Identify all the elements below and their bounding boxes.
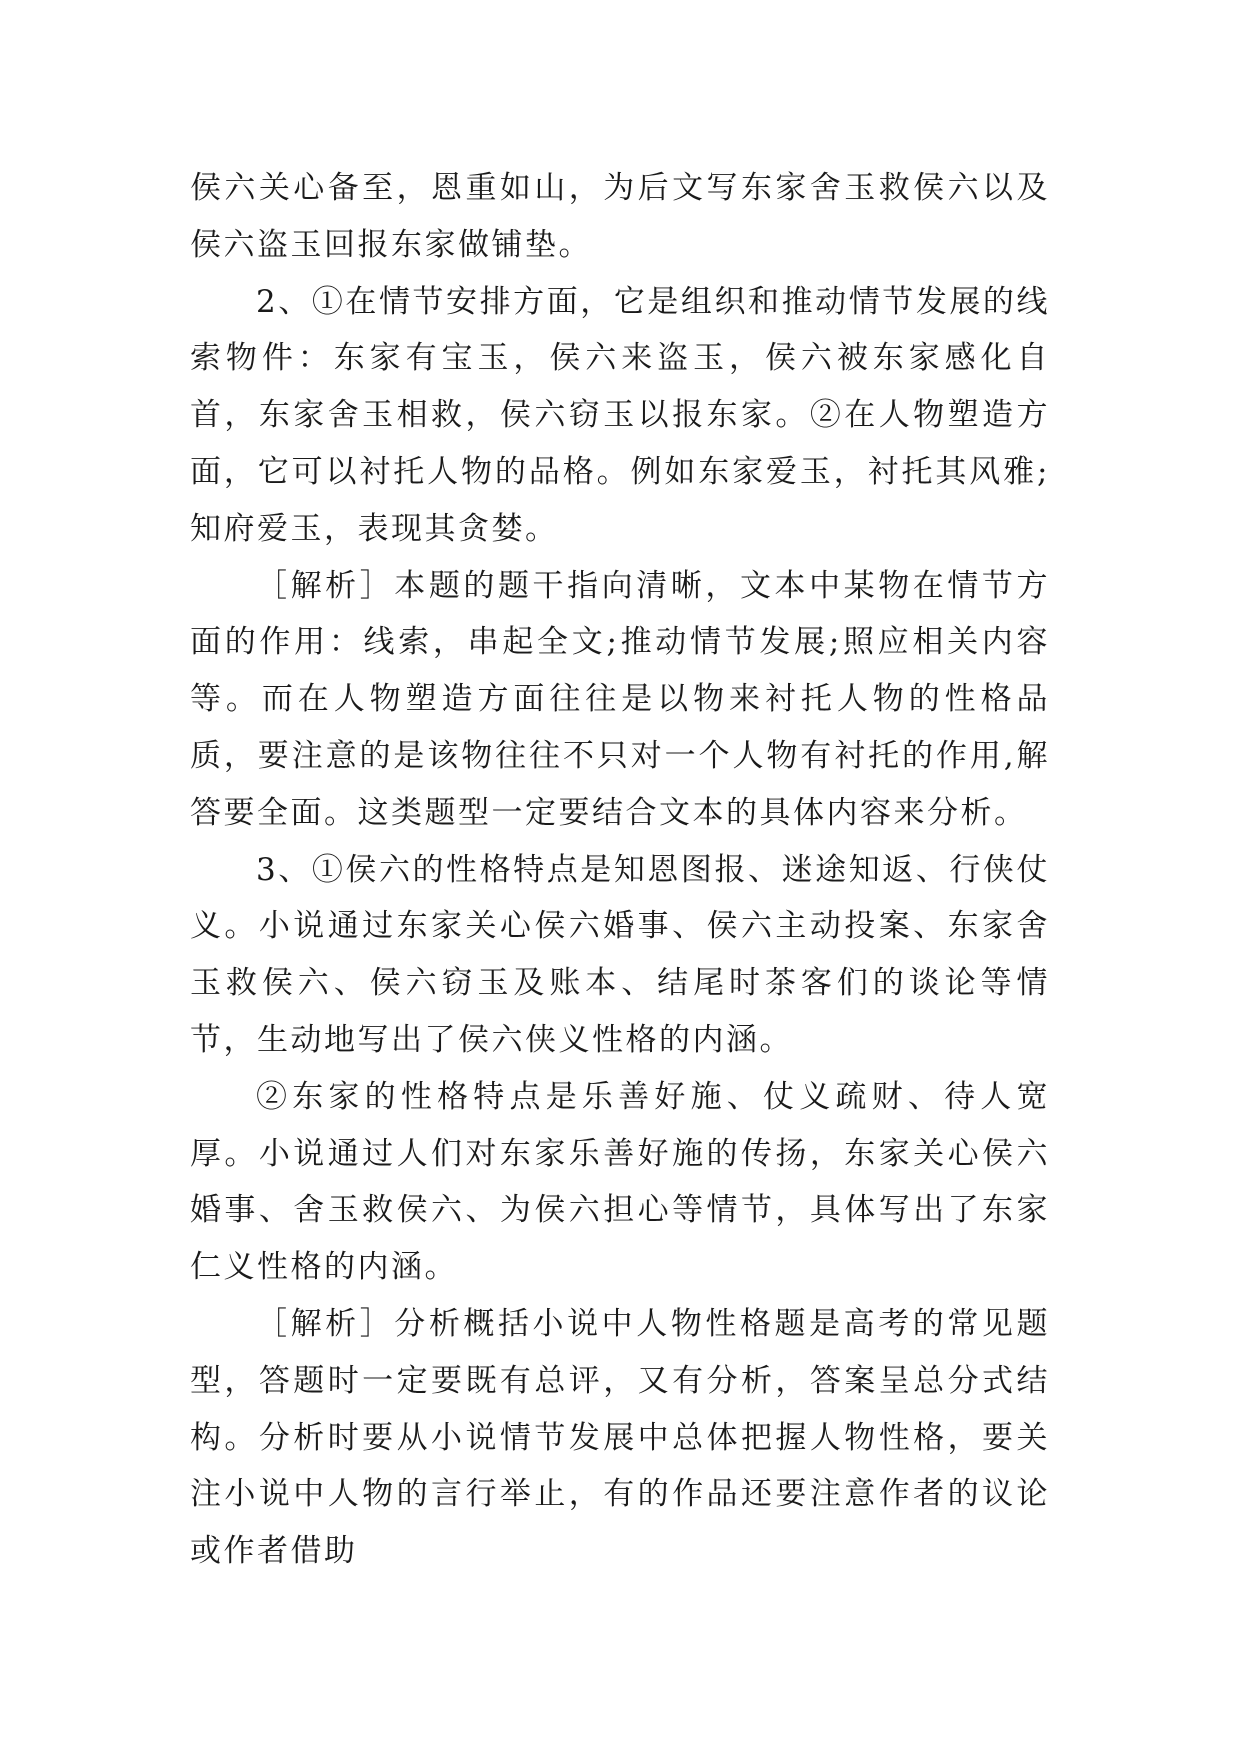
paragraph-answer-3-part1: 3、①侯六的性格特点是知恩图报、迷途知返、行侠仗义。小说通过东家关心侯六婚事、侯六主动投案、东家舍玉救侯六、侯六窃玉及账本、结尾时茶客们的谈论等情节，生动地写出了侯六侠义性格的内涵。 — [190, 851, 1050, 1058]
document-body — [190, 160, 1050, 1580]
paragraph-analysis-2: ［解析］本题的题干指向清晰，文本中某物在情节方面的作用：线索，串起全文;推动情节发展;照应相关内容等。而在人物塑造方面往往是以物来衬托人物的性格品质，要注意的是该物往往不只对一个人物有衬托的作用,解答要全面。这类题型一定要结合文本的具体内容来分析。 — [190, 567, 1050, 831]
paragraph-answer-2: 2、①在情节安排方面，它是组织和推动情节发展的线索物件：东家有宝玉，侯六来盗玉，侯六被东家感化自首，东家舍玉相救，侯六窃玉以报东家。②在人物塑造方面，它可以衬托人物的品格。例如东家爱玉，衬托其风雅;知府爱玉，表现其贪婪。 — [190, 283, 1050, 547]
paragraph-analysis-3: ［解析］分析概括小说中人物性格题是高考的常见题型，答题时一定要既有总评，又有分析，答案呈总分式结构。分析时要从小说情节发展中总体把握人物性格，要关注小说中人物的言行举止，有的作品还要注意作者的议论或作者借助 — [190, 1305, 1050, 1570]
paragraph-continuation: 侯六关心备至，恩重如山，为后文写东家舍玉救侯六以及侯六盗玉回报东家做铺垫。 — [190, 170, 1050, 263]
paragraph-answer-3-part2: ②东家的性格特点是乐善好施、仗义疏财、待人宽厚。小说通过人们对东家乐善好施的传扬，东家关心侯六婚事、舍玉救侯六、为侯六担心等情节，具体写出了东家仁义性格的内涵。 — [190, 1078, 1050, 1286]
